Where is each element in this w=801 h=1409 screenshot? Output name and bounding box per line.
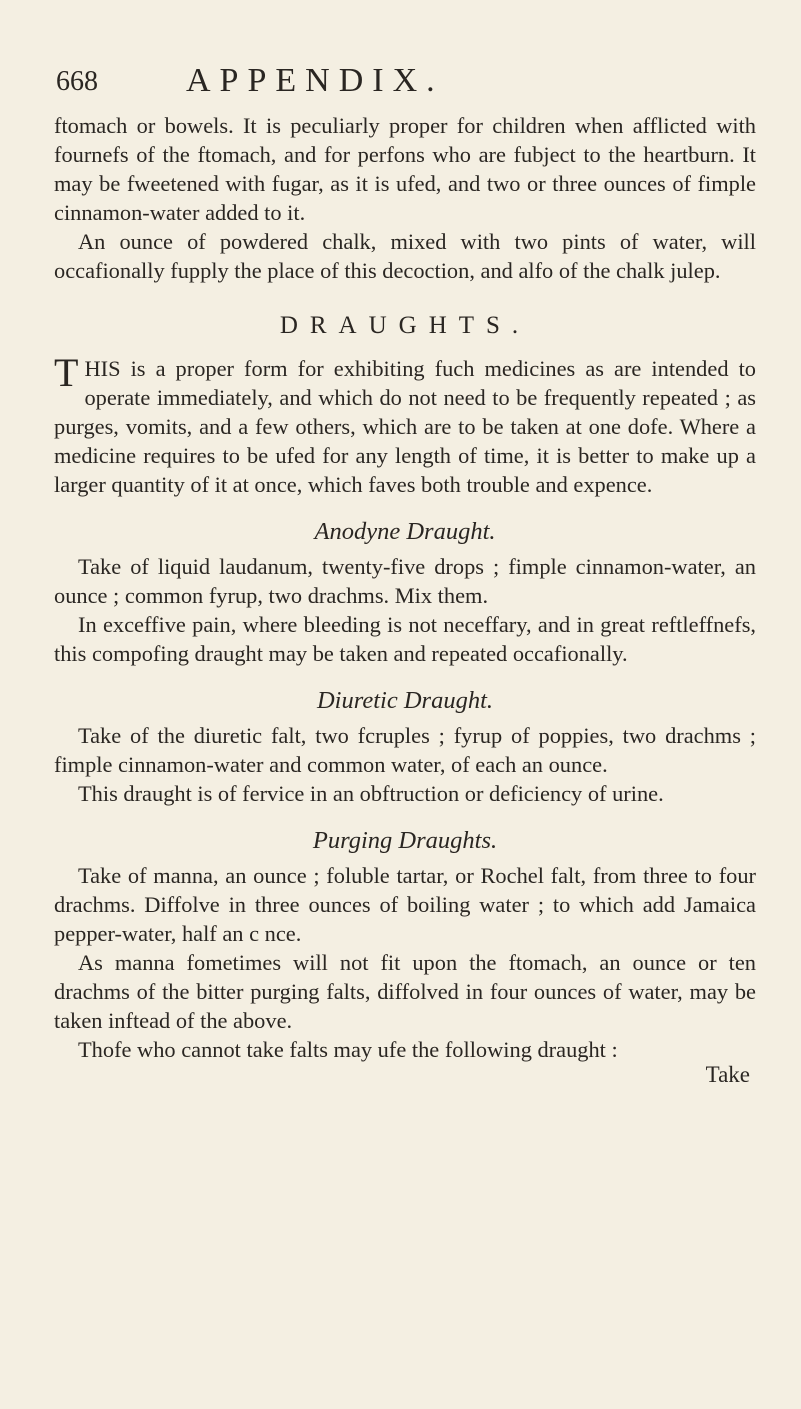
draughts-intro	[54, 350, 756, 499]
purging-note-2: Thofe who cannot take falts may ufe the following draught :	[78, 1037, 618, 1062]
section-heading-draughts: DRAUGHTS.	[279, 312, 531, 339]
page-number: 668	[56, 66, 98, 97]
heading-purging-draughts: Purging Draughts.	[312, 827, 498, 854]
anodyne-note: In exceffive pain, where bleeding is not neceffary, and in great reftleffnefs, this compofing draught may be taken and repeated occafionally.	[54, 612, 756, 666]
anodyne-recipe: Take of liquid laudanum, twenty-five drops ; fimple cinnamon-water, an ounce ; common fyrup, two drachms. Mix them.	[54, 554, 756, 608]
running-title: APPENDIX.	[186, 62, 444, 99]
page-header	[56, 62, 756, 106]
catchword: Take	[705, 1062, 750, 1087]
diuretic-recipe: Take of the diuretic falt, two fcruples ; fyrup of poppies, two drachms ; fimple cinnamon-water and common water, of each an ounce.	[54, 723, 756, 777]
diuretic-note: This draught is of fervice in an obftruction or deficiency of urine.	[78, 781, 664, 806]
paragraph-chalk: An ounce of powdered chalk, mixed with two pints of water, will occafionally fupply the place of this decoction, and alfo of the chalk julep.	[54, 229, 756, 283]
purging-recipe: Take of manna, an ounce ; foluble tartar, or Rochel falt, from three to four drachms. Diffolve in three ounces of boiling water ; to which add Jamaica pepper-water, half an c nce.	[54, 863, 756, 946]
heading-diuretic-draught: Diuretic Draught.	[316, 687, 494, 714]
heading-anodyne-draught: Anodyne Draught.	[314, 518, 496, 545]
paragraph-continued: ftomach or bowels. It is peculiarly proper for children when afflicted with fournefs of the ftomach, and for perfons who are fubject to the heartburn. It may be fweetened with fugar, as it is ufed, and two or three ounces of fimple cinnamon-water added to it.	[54, 113, 756, 225]
purging-note-1: As manna fometimes will not fit upon the ftomach, an ounce or ten drachms of the bitter purging falts, diffolved in four ounces of water, may be taken inftead of the above.	[54, 950, 756, 1033]
draughts-intro-text: HIS is a proper form for exhibiting fuch medicines as are intended to operate immediately, and which do not need to be frequently repeated ; as purges, vomits, and a few others, which are to be taken at one dofe. Where a medicine requires to be ufed for any length of time, it is better to make up a larger quantity of it at once, which faves both trouble and expence.	[54, 356, 756, 497]
page-body	[54, 111, 756, 1089]
drop-initial: T	[54, 350, 79, 395]
